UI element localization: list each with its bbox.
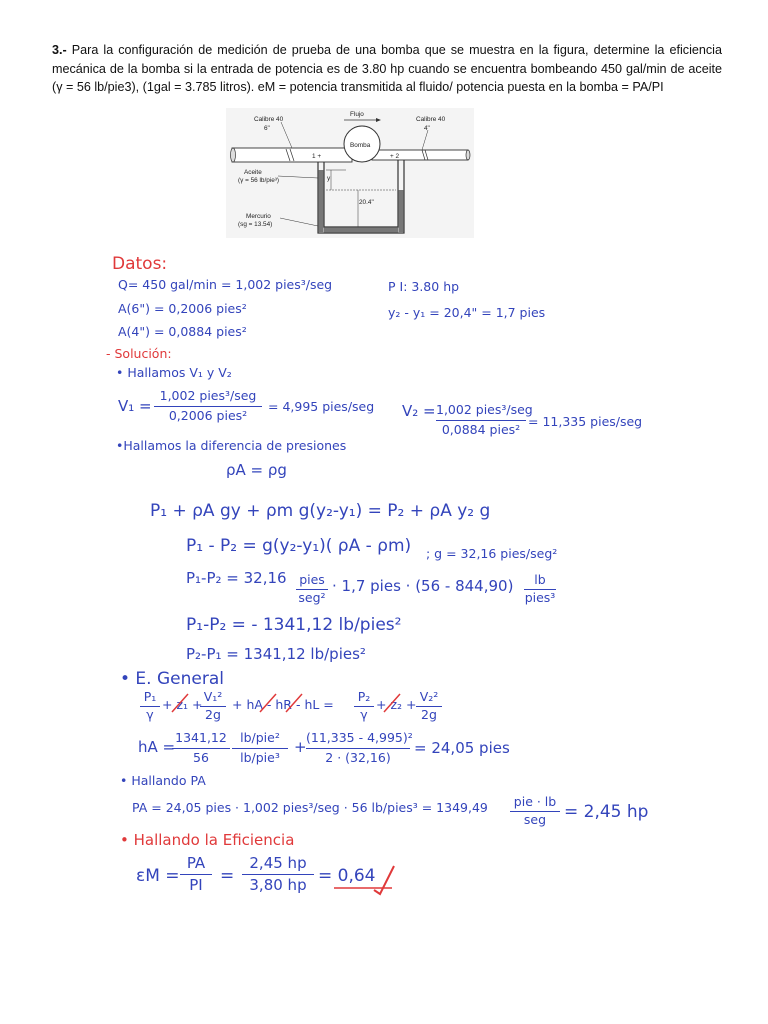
ha-f2-den: 2 · (32,16) [306,748,410,765]
flow-rate-line: Q= 450 gal/min = 1,002 pies³/seg [118,277,333,292]
pa-units [510,796,560,826]
hallando-pa: • Hallando PA [120,773,206,788]
hallamos-diferencia: •Hallamos la diferencia de presiones [116,438,347,453]
em-equals: = [220,866,235,886]
pa-units-den: seg [510,811,560,827]
ha-result: = 24,05 pies [414,739,510,757]
flow-label: Flujo [350,111,364,118]
result-highlight [330,862,398,896]
oil-gamma-label: (γ = 56 lb/pie³) [238,177,280,184]
hallando-eficiencia: • Hallando la Eficiencia [120,831,295,849]
ha-units [232,732,288,764]
em-fraction-2 [242,856,314,893]
ha-fraction-1 [172,732,230,764]
pressure-eq4: P₁-P₂ = - 1341,12 lb/pies² [186,615,402,635]
v2-fraction [436,402,533,437]
pump-label: Bomba [350,142,371,149]
pressure-equation-2: P₁ - P₂ = g(y₂-y₁)( ρA - ρm) [186,536,412,556]
em-result: = 0,64 [318,866,376,886]
eg-z1: + z₁ + [162,697,203,712]
solucion-heading: - Solución: [106,346,172,361]
mercury-label: Mercurio [246,213,271,220]
pump-diagram [226,108,474,238]
ha-fraction-2 [306,730,413,765]
eg-p1: P₁ [143,689,157,704]
hallamos-velocidades: • Hallamos V₁ y V₂ [116,365,232,380]
area-4-line: A(4") = 0,0884 pies² [118,324,247,339]
pressure-eq3-unit-2-num: lb [534,572,546,587]
pressure-equation-1: P₁ + ρA gy + ρm g(y₂-y₁) = P₂ + ρA y₂ g [150,501,491,521]
ha-f1-num: 1341,12 [175,730,227,745]
point-2-label: + 2 [390,153,400,160]
pressure-eq3-lhs: P₁-P₂ = 32,16 [186,569,287,587]
calibre-right-label: Calibre 40 [416,116,446,123]
eg-v1-sq: V₁² [203,689,223,704]
pressure-eq3-unit-2-den: pies³ [524,589,556,605]
eg-gamma-1: γ [140,706,160,722]
power-input-line: P I: 3.80 hp [388,279,460,294]
ha-lhs: hA = [138,738,176,756]
v2-result: = 11,335 pies/seg [528,414,643,429]
v1-lhs: V₁ = [118,397,152,415]
eg-2g-2: 2g [416,706,442,722]
problem-statement [52,41,722,97]
em-f1-den: PI [180,874,212,893]
eg-p2: P₂ [357,689,371,704]
size-left-label: 6" [264,125,270,132]
eg-2g-1: 2g [200,706,226,722]
eg-gamma-2: γ [354,706,374,722]
problem-number: 3.- [52,43,67,57]
pressure-eq3-middle: · 1,7 pies · (56 - 844,90) [332,577,514,595]
em-f2-num: 2,45 hp [249,854,307,872]
ha-plus: + [294,738,307,756]
datos-heading: Datos: [112,254,168,274]
ha-f1-den: 56 [172,748,230,765]
y-label: y [327,175,331,182]
eg-middle: + hA - hR - hL = [232,697,334,712]
pa-result: = 2,45 hp [564,802,649,822]
v1-fraction [154,390,262,422]
pressure-eq5: P₂-P₁ = 1341,12 lb/pies² [186,645,366,663]
pressure-eq3-unit-1 [296,574,328,604]
ha-units-den: lb/pie³ [232,748,288,765]
pump-figure [226,108,474,238]
em-fraction-1 [180,856,212,893]
oil-label: Aceite [244,169,262,176]
pa-line: PA = 24,05 pies · 1,002 pies³/seg · 56 lb/pies³ = 1349,49 [132,800,488,815]
point-1-label: 1 + [312,153,322,160]
height-label: 20.4" [359,199,374,206]
ha-f2-num: (11,335 - 4,995)² [306,730,413,745]
v1-denominator: 0,2006 pies² [154,406,262,423]
problem-text: Para la configuración de medición de prueba de una bomba que se muestra en la figura, determine la eficiencia mecánica de la bomba si la entrada de potencia es de 3.80 hp cuando se encuentra bombeando 450 gal/min de aceite (γ = 56 lb/pie3), (1gal = 3.785 litros). eM = potencia transmitida al fluido/ potencia puesta en la bomba = PA/PI [52,43,722,95]
pa-units-num: pie · lb [513,794,557,809]
energy-general-heading: • E. General [120,669,224,689]
calibre-left-label: Calibre 40 [254,116,284,123]
ha-units-num: lb/pie² [240,730,280,745]
v2-denominator: 0,0884 pies² [436,420,526,437]
pressure-eq3-unit-2 [524,574,556,604]
size-right-label: 4" [424,125,430,132]
eg-z2: + z₂ + [376,697,417,712]
em-f1-num: PA [186,854,206,872]
mercury-sg-label: (sg = 13.54) [238,221,273,228]
v2-numerator: 1,002 pies³/seg [436,402,533,417]
eg-v2-sq: V₂² [419,689,439,704]
gravity-value: ; g = 32,16 pies/seg² [426,546,558,561]
cancel-marks [170,689,460,716]
em-f2-den: 3,80 hp [242,874,314,893]
v1-result: = 4,995 pies/seg [268,399,375,414]
density-equality: ρA = ρg [226,461,287,479]
pressure-eq3-unit-1-num: pies [299,572,325,587]
eg-p1-fraction [140,691,160,721]
em-lhs: εM = [136,866,180,886]
height-diff-line: y₂ - y₁ = 20,4" = 1,7 pies [388,305,546,320]
v1-numerator: 1,002 pies³/seg [159,388,257,403]
v2-lhs: V₂ = [402,402,436,420]
area-6-line: A(6") = 0,2006 pies² [118,301,247,316]
pressure-eq3-unit-1-den: seg² [296,589,328,605]
